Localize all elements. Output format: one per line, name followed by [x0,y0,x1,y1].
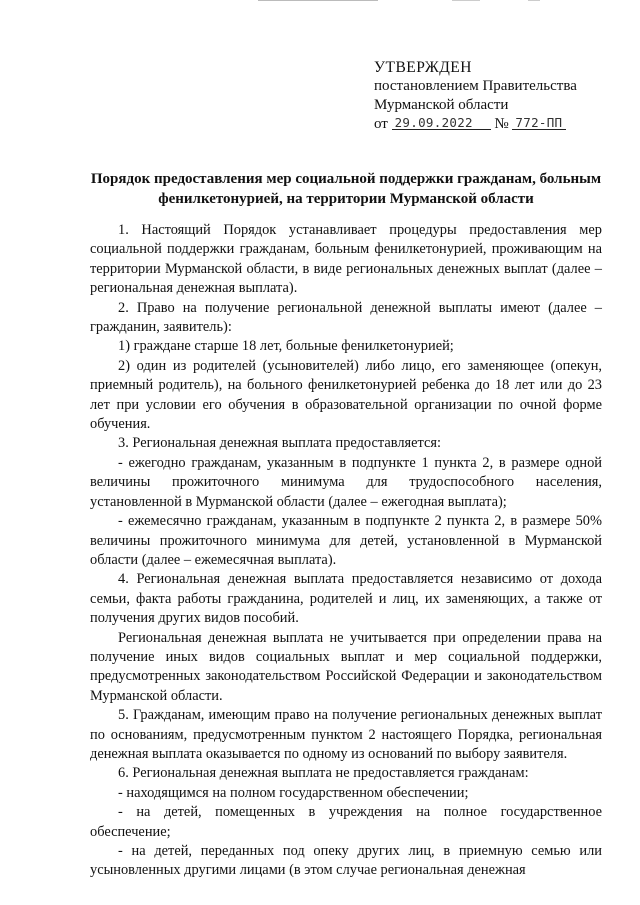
approval-date-row [374,115,624,134]
paragraph: - на детей, помещенных в учреждения на полное государственное обеспечение; [90,804,602,840]
paragraph: 5. Гражданам, имеющим право на получение региональных денежных выплат по основаниям, предусмотренным пунктом 2 настоящего Порядка, региональная денежная выплата оказывается по одному из оснований по выбору заявителя. [90,707,602,762]
paragraph: 1. Настоящий Порядок устанавливает процедуры предоставления мер социальной поддержки гражданам, больным фенилкетонурией, проживающим на территории Мурманской области, в виде региональных денежных выплат (далее – региональная денежная выплата). [90,222,602,297]
paragraph: - на детей, переданных под опеку других лиц, в приемную семью или усыновленных другими лицами (в этом случае региональная денежная [90,843,602,879]
approval-block [374,58,624,134]
paragraph: Региональная денежная выплата не учитывается при определении права на получение иных видов социальных выплат и мер социальной поддержки, предусмотренных законодательством Российской Федерации и законодательством Мурманской области. [90,629,602,704]
approval-line-1: постановлением Правительства [374,78,577,94]
approval-heading: УТВЕРЖДЕН [374,59,472,76]
document-body [90,221,602,881]
scan-top-edge-line [258,0,378,1]
paragraph: - ежемесячно гражданам, указанным в подпункте 2 пункта 2, в размере 50% величины прожиточного минимума для детей, установленной в Мурманской области (далее – ежемесячная выплата). [90,513,602,568]
approval-line-2: Мурманской области [374,97,509,113]
approval-date: 29.09.2022 [392,116,491,130]
number-prefix: № [494,116,509,132]
scan-top-edge-mark [452,0,480,1]
paragraph: 6. Региональная денежная выплата не предоставляется гражданам: [118,765,529,782]
date-prefix: от [374,116,388,132]
paragraph: - находящимся на полном государственном обеспечении; [118,784,469,801]
paragraph: 3. Региональная денежная выплата предоставляется: [118,435,441,452]
document-title: Порядок предоставления мер социальной поддержки гражданам, больным фенилкетонурией, на территории Мурманской области [90,171,602,207]
scan-top-edge-mark [528,0,540,1]
paragraph: 1) граждане старше 18 лет, больные фенилкетонурией; [118,338,454,355]
paragraph: 4. Региональная денежная выплата предоставляется независимо от дохода семьи, факта работы гражданина, родителей и лиц, их заменяющих, а также от получения других видов пособий. [90,571,602,627]
paragraph: 2) один из родителей (усыновителей) либо лицо, его заменяющее (опекун, приемный родитель), на больного фенилкетонурией ребенка до 18 лет или до 23 лет при условии его обучения в образовательной организации по очной форме обучения. [90,357,602,433]
approval-number: 772-ПП [512,116,566,130]
paragraph: - ежегодно гражданам, указанным в подпункте 1 пункта 2, в размере одной величины прожиточного минимума для трудоспособного населения, установленной в Мурманской области (далее – ежегодная выплата); [90,454,602,510]
paragraph: 2. Право на получение региональной денежной выплаты имеют (далее – гражданин, заявитель): [90,299,602,336]
